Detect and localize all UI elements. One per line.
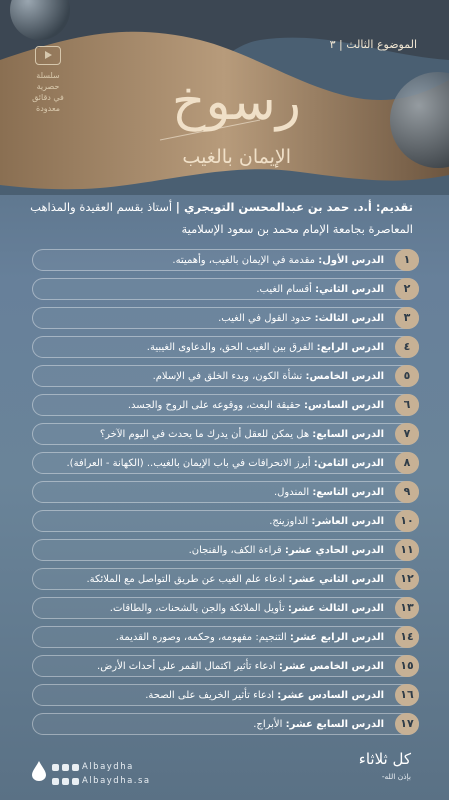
social-icons	[52, 778, 59, 785]
lesson-number: ١٣	[395, 597, 419, 619]
lesson-label: الدرس السادس عشر:	[277, 690, 384, 701]
lesson-label: الدرس التاسع:	[312, 487, 384, 498]
lesson-title: ادعاء تأثير اكتمال القمر على أحداث الأرض.	[97, 661, 279, 672]
lesson-label: الدرس الثاني:	[315, 284, 384, 295]
lesson-label: الدرس الرابع عشر:	[289, 632, 384, 643]
lesson-number: ١	[395, 249, 419, 271]
lesson-number: ٦	[395, 394, 419, 416]
lesson-item[interactable]	[32, 481, 419, 503]
lesson-number: ٧	[395, 423, 419, 445]
lesson-item[interactable]	[32, 307, 419, 329]
schedule-caption: بإذن الله-	[381, 772, 411, 781]
handle-secondary[interactable]: Albaydha.sa	[82, 776, 151, 786]
lesson-title: تأويل الملائكة والجن بالشحنات، والطاقات.	[109, 603, 288, 614]
lesson-number: ١٢	[395, 568, 419, 590]
lesson-label: الدرس العاشر:	[311, 516, 384, 527]
social-icons	[62, 764, 69, 771]
lesson-number: ٥	[395, 365, 419, 387]
lesson-item[interactable]	[32, 655, 419, 677]
lesson-item[interactable]	[32, 452, 419, 474]
lesson-number: ١٧	[395, 713, 419, 735]
lesson-item[interactable]	[32, 684, 419, 706]
lesson-title: الداوزينج.	[269, 516, 312, 527]
lesson-item[interactable]	[32, 423, 419, 445]
lesson-title: ادعاء علم الغيب عن طريق التواصل مع الملائكة.	[86, 574, 289, 585]
social-row	[52, 760, 151, 774]
lesson-label: الدرس الأول:	[318, 255, 384, 266]
social-icons	[72, 764, 79, 771]
brand-line: سلسلة	[36, 71, 60, 80]
lesson-item[interactable]	[32, 365, 419, 387]
lesson-number: ١٦	[395, 684, 419, 706]
handle-primary[interactable]: Albaydha	[82, 762, 134, 772]
lesson-title: أقسام الغيب.	[256, 284, 316, 295]
lesson-item[interactable]	[32, 568, 419, 590]
lesson-label: الدرس السادس:	[303, 400, 384, 411]
social-handles	[52, 760, 151, 788]
social-icons	[62, 778, 69, 785]
lesson-label: الدرس الخامس:	[305, 371, 384, 382]
lesson-item[interactable]	[32, 394, 419, 416]
lesson-title: الفرق بين الغيب الحق، والدعاوى الغيبية.	[146, 342, 317, 353]
schedule-note	[359, 750, 411, 781]
social-row	[52, 774, 151, 788]
lesson-item[interactable]	[32, 597, 419, 619]
lesson-title: التنجيم: مفهومه، وحكمه، وصوره القديمة.	[115, 632, 290, 643]
lesson-item[interactable]	[32, 336, 419, 358]
lesson-item[interactable]	[32, 626, 419, 648]
lesson-label: الدرس السابع عشر:	[285, 719, 384, 730]
presenter-label: تقديم: أ.د. حمد بن عبدالمحسن التويجري |	[175, 200, 413, 214]
lesson-number: ٨	[395, 452, 419, 474]
lesson-item[interactable]	[32, 249, 419, 271]
schedule-day: كل ثلاثاء	[358, 750, 411, 768]
brand-line: في دقائق	[32, 93, 64, 102]
lesson-item[interactable]	[32, 713, 419, 735]
header-banner	[0, 0, 449, 195]
lesson-label: الدرس الخامس عشر:	[278, 661, 384, 672]
lesson-number: ٤	[395, 336, 419, 358]
brand-line: معدودة	[36, 104, 60, 113]
brand-logo	[26, 46, 70, 114]
lesson-number: ١٥	[395, 655, 419, 677]
play-icon	[35, 46, 61, 65]
lesson-label: الدرس الرابع:	[316, 342, 384, 353]
albaydha-drop-icon	[32, 761, 46, 781]
social-icons	[72, 778, 79, 785]
presenter-intro	[23, 196, 413, 240]
social-icons	[52, 764, 59, 771]
lesson-number: ٢	[395, 278, 419, 300]
topic-label: الموضوع الثالث | ٣	[329, 38, 417, 51]
lesson-number: ١٤	[395, 626, 419, 648]
lesson-number: ١٠	[395, 510, 419, 532]
lesson-title: حدود القول في الغيب.	[218, 313, 315, 324]
lesson-title: قراءة الكف، والفنجان.	[188, 545, 285, 556]
lesson-number: ٩	[395, 481, 419, 503]
lesson-title: حقيقة البعث، ووقوعه على الروح والجسد.	[127, 400, 304, 411]
lesson-title: هل يمكن للعقل أن يدرك ما يحدث في اليوم الآخر؟	[99, 429, 313, 440]
lesson-title: مقدمة في الإيمان بالغيب، وأهميته.	[172, 255, 319, 266]
lesson-item[interactable]	[32, 510, 419, 532]
lesson-label: الدرس الحادي عشر:	[284, 545, 384, 556]
lesson-item[interactable]	[32, 278, 419, 300]
lesson-item[interactable]	[32, 539, 419, 561]
lesson-title: أبرز الانحرافات في باب الإيمان بالغيب.. (الكهانة - العرافة).	[66, 458, 314, 469]
lesson-label: الدرس الثاني عشر:	[288, 574, 384, 585]
lesson-title: المندول.	[273, 487, 313, 498]
lesson-title: نشأة الكون، وبدء الخلق في الإسلام.	[152, 371, 306, 382]
lesson-title: الأبراج.	[253, 719, 286, 730]
lesson-label: الدرس الثالث عشر:	[287, 603, 384, 614]
series-title: رسوخ	[171, 72, 301, 132]
presenter-description: أستاذ بقسم العقيدة والمذاهب المعاصرة بجامعة الإمام محمد بن سعود الإسلامية	[30, 200, 413, 236]
lesson-label: الدرس السابع:	[312, 429, 384, 440]
lesson-label: الدرس الثالث:	[314, 313, 384, 324]
lesson-number: ١١	[395, 539, 419, 561]
brand-line: حصرية	[36, 82, 60, 91]
lesson-number: ٣	[395, 307, 419, 329]
lesson-title: ادعاء تأثير الخريف على الصحة.	[145, 690, 278, 701]
lesson-label: الدرس الثامن:	[313, 458, 384, 469]
series-subtitle: الإيمان بالغيب	[182, 146, 291, 168]
